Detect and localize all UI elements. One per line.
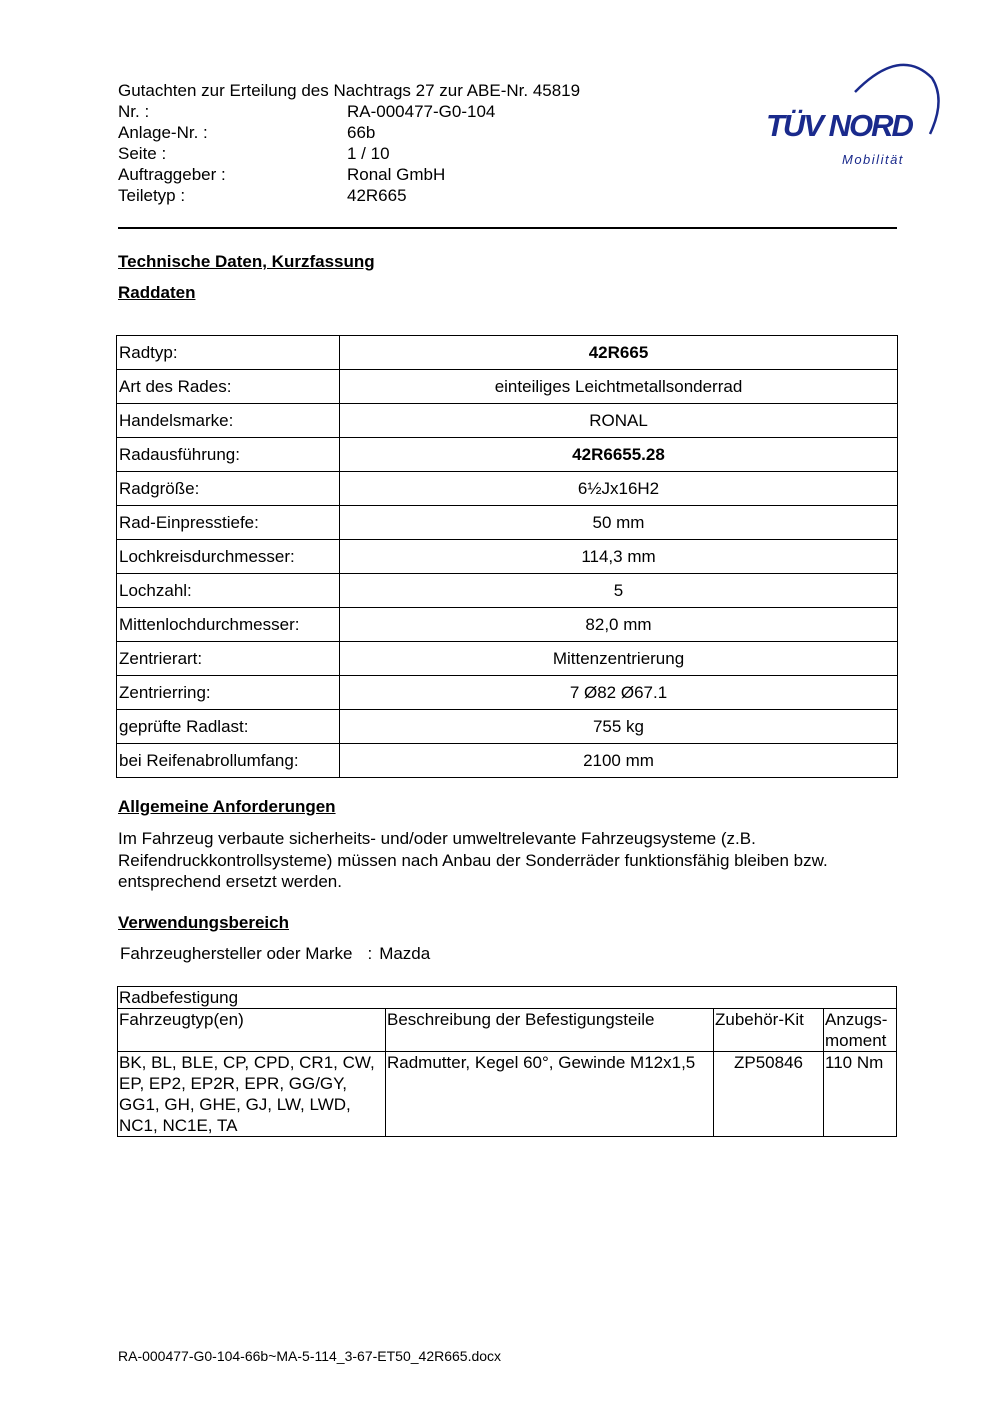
manufacturer-label: Fahrzeughersteller oder Marke <box>120 944 353 963</box>
wheel-table-value: 5 <box>340 574 898 608</box>
wheel-table-label: Lochzahl: <box>117 574 340 608</box>
wheel-table-row <box>117 404 898 438</box>
wheel-table-row <box>117 676 898 710</box>
wheel-table-label: Radgröße: <box>117 472 340 506</box>
footer-filename: RA-000477-G0-104-66b~MA-5-114_3-67-ET50_42R665.docx <box>118 1348 502 1364</box>
section-raddaten-heading: Raddaten <box>118 283 196 302</box>
tuv-nord-logo <box>760 56 950 176</box>
wheel-fixing-table <box>117 986 897 1137</box>
header-row <box>118 122 580 143</box>
manufacturer-sep: : <box>367 944 373 963</box>
wheel-table-value: 114,3 mm <box>340 540 898 574</box>
wheel-table-label: Art des Rades: <box>117 370 340 404</box>
manufacturer-value: Mazda <box>379 944 431 963</box>
wheel-table-label: Radausführung: <box>117 438 340 472</box>
header-row-label: Auftraggeber : <box>118 165 226 184</box>
section-tech-heading: Technische Daten, Kurzfassung <box>118 252 375 271</box>
section-usage-heading: Verwendungsbereich <box>118 913 289 932</box>
wheel-table-value: 42R6655.28 <box>340 438 898 472</box>
torque-header-line: moment <box>825 1031 887 1050</box>
wheel-table-value: einteiliges Leichtmetallsonderrad <box>340 370 898 404</box>
wheel-table-row <box>117 472 898 506</box>
wheel-table-row <box>117 506 898 540</box>
wheel-table-value: 755 kg <box>340 710 898 744</box>
header-row <box>118 143 580 164</box>
header-row-value: 66b <box>347 123 376 142</box>
wheel-table-value: 6½Jx16H2 <box>340 472 898 506</box>
wheel-table-label: Zentrierart: <box>117 642 340 676</box>
header-row <box>118 185 580 206</box>
wheel-table-label: geprüfte Radlast: <box>117 710 340 744</box>
header-title: Gutachten zur Erteilung des Nachtrags 27 zur ABE-Nr. 45819 <box>118 81 581 100</box>
fixing-header-desc: Beschreibung der Befestigungsteile <box>386 1009 714 1052</box>
wheel-table-row <box>117 540 898 574</box>
wheel-table-row <box>117 438 898 472</box>
wheel-table-value: 42R665 <box>340 336 898 370</box>
manufacturer-line <box>120 944 430 964</box>
wheel-table-value: 7 Ø82 Ø67.1 <box>340 676 898 710</box>
wheel-data-table <box>116 335 898 778</box>
wheel-table-row <box>117 744 898 778</box>
document-header <box>118 80 580 206</box>
wheel-table-label: Handelsmarke: <box>117 404 340 438</box>
wheel-table-label: Radtyp: <box>117 336 340 370</box>
wheel-table-label: bei Reifenabrollumfang: <box>117 744 340 778</box>
wheel-table-value: 50 mm <box>340 506 898 540</box>
header-row-label: Nr. : <box>118 102 150 121</box>
fixing-header-types: Fahrzeugtyp(en) <box>118 1009 386 1052</box>
wheel-table-value: Mittenzentrierung <box>340 642 898 676</box>
logo-name: TÜV NORD <box>766 108 912 143</box>
header-row <box>118 101 580 122</box>
fixing-header-kit: Zubehör-Kit <box>714 1009 824 1052</box>
header-row-value: 42R665 <box>347 186 407 205</box>
wheel-table-row <box>117 336 898 370</box>
wheel-table-row <box>117 710 898 744</box>
fixing-cell-types: BK, BL, BLE, CP, CPD, CR1, CW, EP, EP2, EP2R, EPR, GG/GY, GG1, GH, GHE, GJ, LW, LWD, NC1, NC1E, TA <box>118 1052 386 1137</box>
wheel-table-row <box>117 608 898 642</box>
header-row <box>118 164 580 185</box>
fixing-cell-torque: 110 Nm <box>824 1052 897 1137</box>
header-divider <box>118 227 897 229</box>
wheel-table-value: 82,0 mm <box>340 608 898 642</box>
wheel-table-row <box>117 642 898 676</box>
wheel-table-label: Rad-Einpresstiefe: <box>117 506 340 540</box>
torque-header-line: Anzugs- <box>825 1010 888 1029</box>
fixing-cell-kit: ZP50846 <box>714 1052 824 1137</box>
section-general-heading: Allgemeine Anforderungen <box>118 797 336 816</box>
wheel-table-row <box>117 574 898 608</box>
header-row-label: Anlage-Nr. : <box>118 123 208 142</box>
wheel-table-label: Lochkreisdurchmesser: <box>117 540 340 574</box>
header-row-value: Ronal GmbH <box>347 165 446 184</box>
general-requirements-text: Im Fahrzeug verbaute sicherheits- und/oder umweltrelevante Fahrzeugsysteme (z.B. Reifendruckkontrollsysteme) müssen nach Anbau der Sonderräder funktionsfähig bleiben bzw. entsprechend ersetzt werden. <box>118 829 828 891</box>
fixing-table-caption: Radbefestigung <box>118 987 897 1009</box>
wheel-table-value: 2100 mm <box>340 744 898 778</box>
wheel-table-label: Mittenlochdurchmesser: <box>117 608 340 642</box>
header-row-label: Seite : <box>118 144 167 163</box>
wheel-table-row <box>117 370 898 404</box>
header-row-value: 1 / 10 <box>347 144 390 163</box>
fixing-header-torque <box>824 1009 897 1052</box>
header-row-label: Teiletyp : <box>118 186 186 205</box>
wheel-table-label: Zentrierring: <box>117 676 340 710</box>
wheel-table-value: RONAL <box>340 404 898 438</box>
fixing-cell-desc: Radmutter, Kegel 60°, Gewinde M12x1,5 <box>386 1052 714 1137</box>
header-row-value: RA-000477-G0-104 <box>347 102 496 121</box>
logo-subtitle: Mobilität <box>842 152 904 167</box>
